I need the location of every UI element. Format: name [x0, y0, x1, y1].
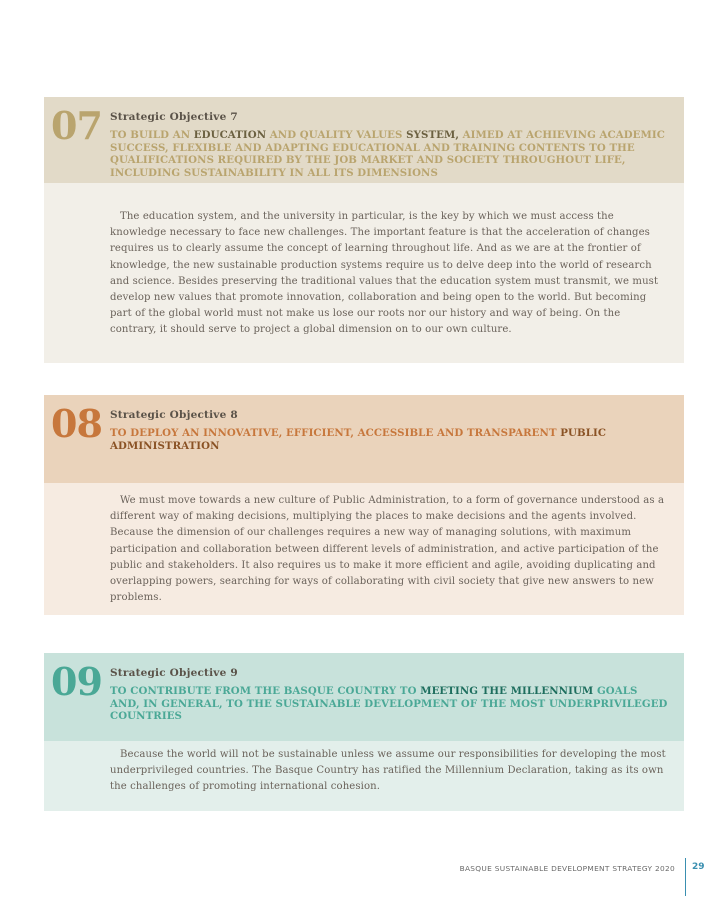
footer-document-title: BASQUE SUSTAINABLE DEVELOPMENT STRATEGY 2020	[459, 864, 675, 873]
objective-7-title-highlight: SYSTEM,	[406, 129, 460, 141]
objective-8-title-highlight: PUBLIC ADMINISTRATION	[110, 427, 607, 452]
objective-9-title-highlight: MEETING THE MILLENNIUM	[420, 685, 594, 697]
objective-7-title-part: AIMED AT ACHIEVING ACADEMIC SUCCESS, FLEXIBLE AND ADAPTING EDUCATIONAL AND TRAINING CONTENTS TO THE QUALIFICATIONS REQUIRED BY THE JOB MARKET AND SOCIETY THROUGHOUT LIFE, INCLUDING SUSTAINABILITY IN ALL ITS DIMENSIONS	[110, 129, 665, 179]
objective-9-label: Strategic Objective 9	[110, 667, 238, 679]
objective-8-title	[110, 427, 670, 452]
objective-8-number: 08	[51, 401, 102, 446]
objective-7-header	[44, 97, 684, 183]
objective-9-body	[44, 741, 684, 811]
objective-7-title-part: AND QUALITY VALUES	[266, 129, 407, 141]
objective-9-title-part: TO CONTRIBUTE FROM THE BASQUE COUNTRY TO	[110, 685, 421, 697]
objective-7-title-highlight: EDUCATION	[193, 129, 267, 141]
objective-7-text: The education system, and the university in particular, is the key by which we must access the knowledge necessary to face new challenges. The important feature is that the acceleration of changes requires us to clearly assume the concept of learning throughout life. And as we are at the frontier of knowledge, the new sustainable production systems require us to delve deep into the world of research and science. Besides preserving the traditional values that the education system must transmit, we must develop new values that promote innovation, collaboration and being open to the world. But becoming part of the global world must not make us lose our roots nor our history and way of being. On the contrary, it should serve to project a global dimension on to our own culture.	[110, 211, 659, 336]
objective-9-text: Because the world will not be sustainable unless we assume our responsibilities for developing the most underprivileged countries. The Basque Country has ratified the Millennium Declaration, taking as its own the challenges of promoting international cohesion.	[110, 749, 666, 793]
objective-7-number: 07	[51, 103, 102, 148]
objective-8-title-part: TO DEPLOY AN INNOVATIVE, EFFICIENT, ACCESSIBLE AND TRANSPARENT	[110, 427, 561, 439]
objective-8-body	[44, 483, 684, 615]
page-number: 29	[692, 862, 705, 872]
objective-8-label: Strategic Objective 8	[110, 409, 238, 421]
objective-9-header	[44, 653, 684, 741]
objective-9-title-part: GOALS AND, IN GENERAL, TO THE SUSTAINABLE DEVELOPMENT OF THE MOST UNDERPRIVILEGED COUNTRIES	[110, 685, 668, 723]
objective-9-number: 09	[51, 659, 102, 704]
objective-7-title-part: TO BUILD AN	[110, 129, 194, 141]
objective-9-title	[110, 685, 670, 723]
footer-divider	[685, 858, 686, 896]
objective-7-label: Strategic Objective 7	[110, 111, 238, 123]
objective-8-text: We must move towards a new culture of Public Administration, to a form of governance understood as a different way of making decisions, multiplying the places to make decisions and the agents involved. Because the dimension of our challenges requires a new way of managing solutions, with maximum participation and collaboration between different levels of administration, and active participation of the public and stakeholders. It also requires us to make it more efficient and agile, avoiding duplicating and overlapping powers, searching for ways of collaborating with civil society that give new answers to new problems.	[110, 495, 665, 604]
objective-8-header	[44, 395, 684, 483]
objective-7-body	[44, 183, 684, 363]
objective-7-title	[110, 129, 670, 179]
